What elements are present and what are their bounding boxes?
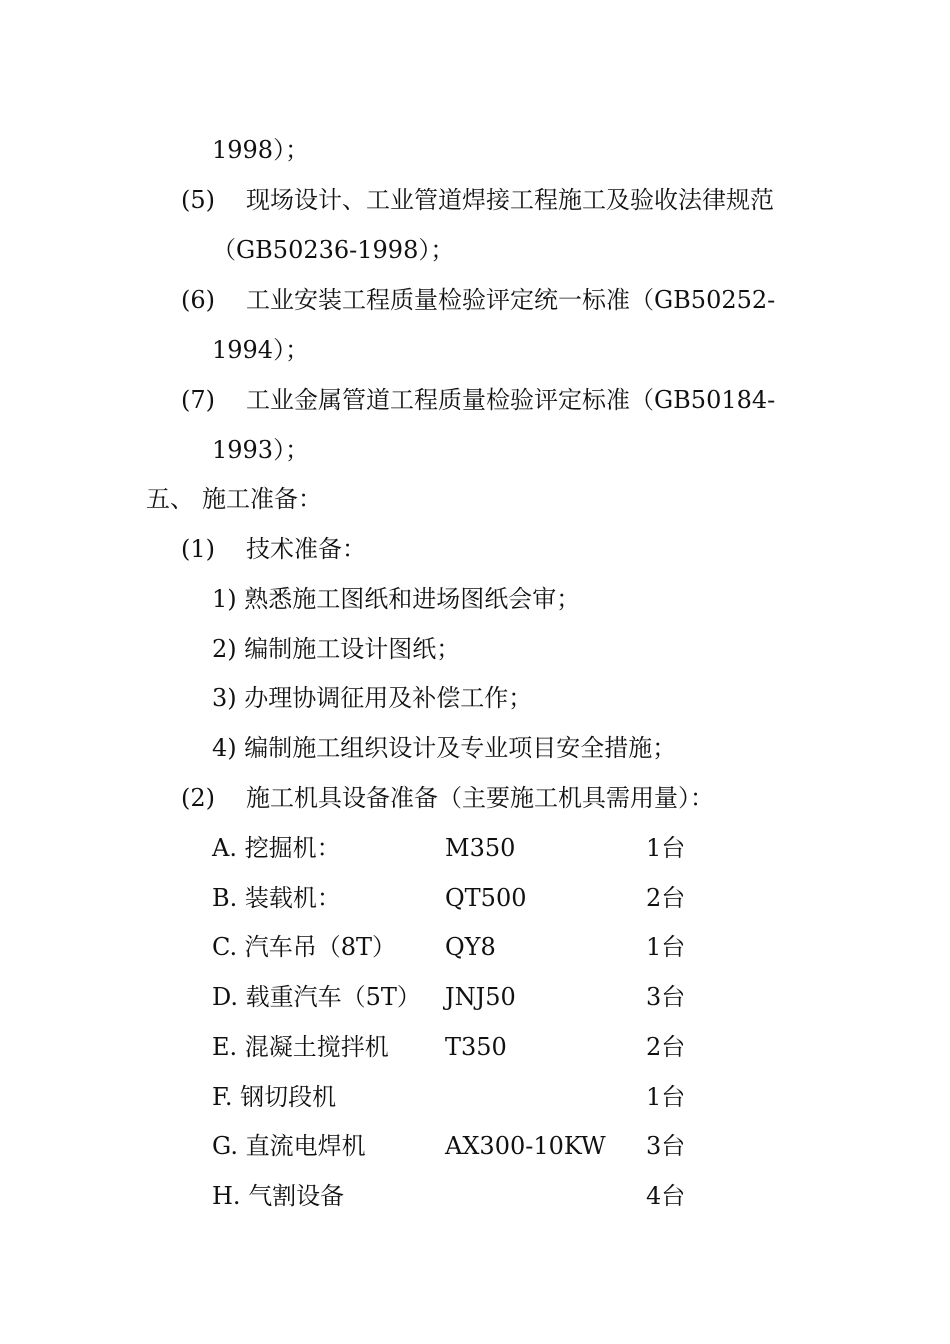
item-text-cont: 1993）； <box>212 436 310 464</box>
subsection-number: (1) <box>181 535 215 563</box>
tech-prep-item-text: 2) 编制施工设计图纸； <box>212 635 461 663</box>
item-text: 现场设计、工业管道焊接工程施工及验收法律规范 <box>246 186 774 214</box>
tech-prep-item-text: 3) 办理协调征用及补偿工作； <box>212 684 533 712</box>
equipment-name: E. 混凝土搅拌机 <box>212 1033 389 1061</box>
subsection-title: 技术准备： <box>246 535 366 563</box>
item-text-cont: 1994）； <box>212 336 310 364</box>
tech-prep-item-text: 4) 编制施工组织设计及专业项目安全措施； <box>212 734 677 762</box>
equipment-qty: 1台 <box>646 933 686 961</box>
equipment-model: T350 <box>445 1033 507 1061</box>
item-text: 工业安装工程质量检验评定统一标准（GB50252- <box>246 286 776 314</box>
equipment-name: D. 载重汽车（5T） <box>212 983 421 1011</box>
equipment-qty: 3台 <box>646 983 686 1011</box>
equipment-name: F. 钢切段机 <box>212 1083 337 1111</box>
item-text-cont: （GB50236-1998）； <box>212 236 455 264</box>
equipment-name: G. 直流电焊机 <box>212 1132 366 1160</box>
subsection-number: (2) <box>181 784 215 812</box>
equipment-name: A. 挖掘机： <box>212 834 341 862</box>
equipment-model: AX300-10KW <box>445 1132 606 1160</box>
equipment-model: QT500 <box>445 884 527 912</box>
equipment-name: B. 装载机： <box>212 884 341 912</box>
item-text: 工业金属管道工程质量检验评定标准（GB50184- <box>246 386 776 414</box>
continuation-text: 1998）； <box>212 136 310 164</box>
equipment-qty: 1台 <box>646 1083 686 1111</box>
equipment-name: H. 气割设备 <box>212 1182 345 1210</box>
equipment-model: QY8 <box>445 933 496 961</box>
equipment-qty: 4台 <box>646 1182 686 1210</box>
equipment-model: M350 <box>445 834 516 862</box>
section-title: 施工准备： <box>202 485 322 513</box>
equipment-name: C. 汽车吊（8T） <box>212 933 397 961</box>
item-number: (6) <box>181 286 215 314</box>
equipment-qty: 1台 <box>646 834 686 862</box>
item-number: (7) <box>181 386 215 414</box>
equipment-qty: 3台 <box>646 1132 686 1160</box>
equipment-qty: 2台 <box>646 1033 686 1061</box>
section-number: 五、 <box>146 485 194 513</box>
tech-prep-item-text: 1) 熟悉施工图纸和进场图纸会审； <box>212 585 581 613</box>
equipment-model: JNJ50 <box>445 983 516 1011</box>
subsection-title: 施工机具设备准备（主要施工机具需用量）： <box>246 784 714 812</box>
equipment-qty: 2台 <box>646 884 686 912</box>
item-number: (5) <box>181 186 215 214</box>
